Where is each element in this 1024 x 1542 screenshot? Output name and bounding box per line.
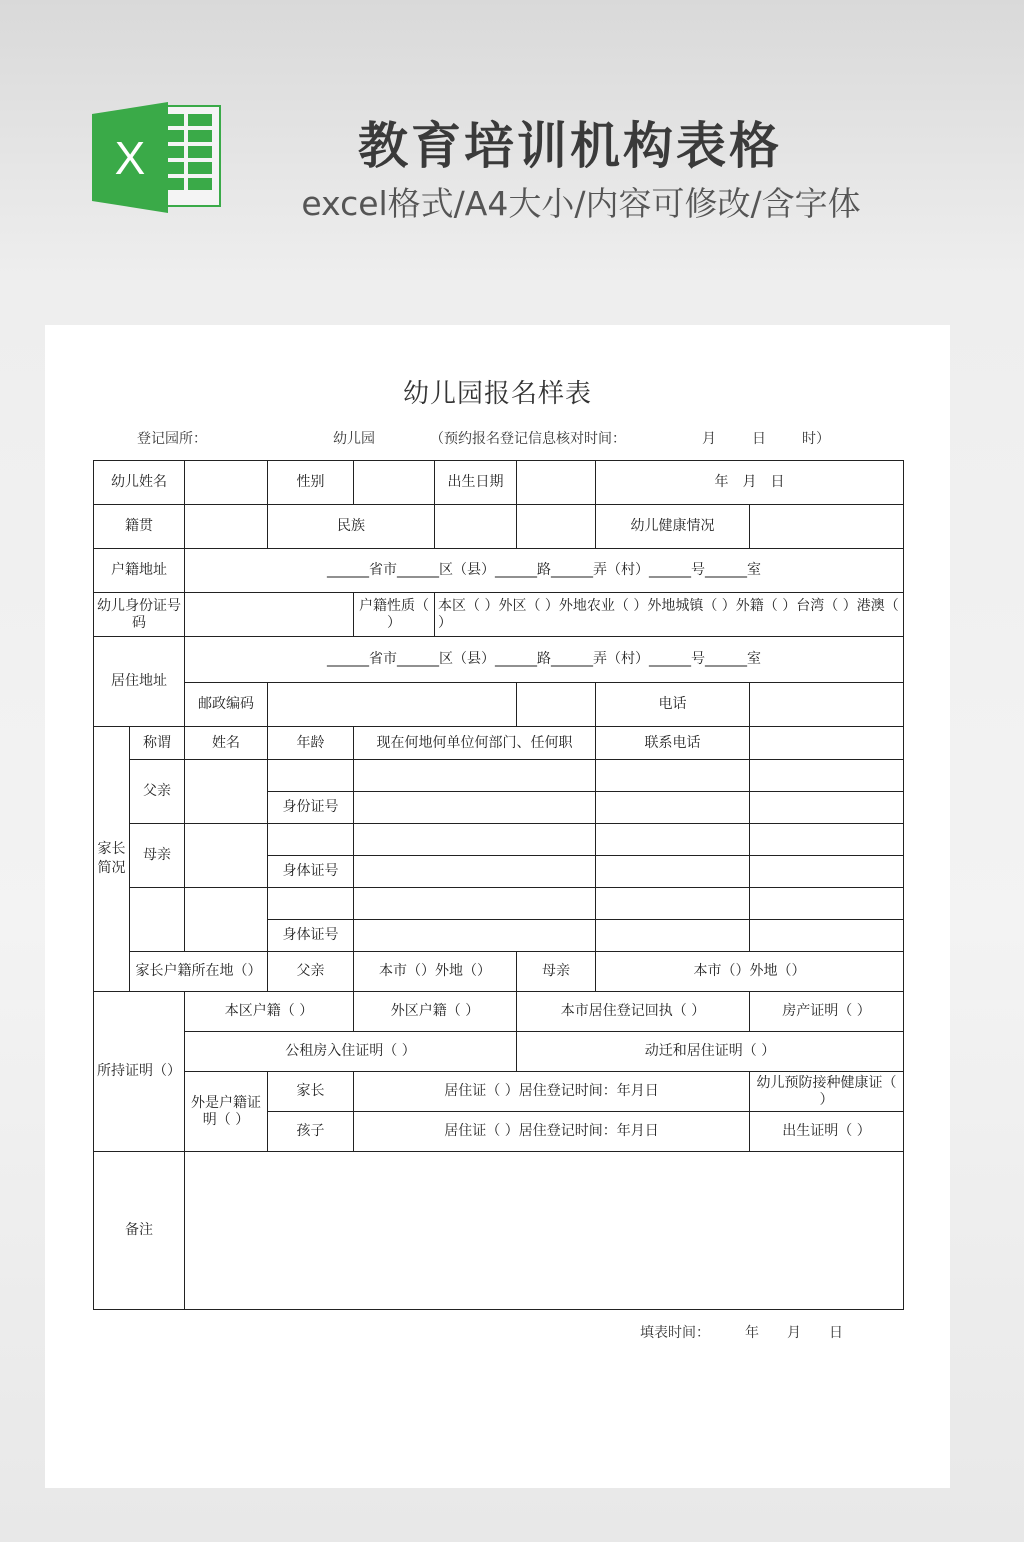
- table-row: [94, 824, 904, 856]
- phone-field[interactable]: [750, 683, 904, 727]
- postal-code-label: 邮政编码: [185, 683, 268, 727]
- local-district-option[interactable]: 本区户籍（ ）: [185, 992, 354, 1032]
- id-number-label: 幼儿身份证号码: [94, 593, 185, 637]
- table-row: [94, 683, 904, 727]
- property-option[interactable]: 房产证明（ ）: [750, 992, 904, 1032]
- mother-age-field[interactable]: [268, 824, 354, 856]
- ethnicity-label: 民族: [268, 505, 435, 549]
- name-header: 姓名: [185, 727, 268, 760]
- mother-household-label: 母亲: [517, 952, 596, 992]
- table-row: [94, 888, 904, 920]
- mother-household-field[interactable]: 本市（）外地（）: [596, 952, 904, 992]
- phone-label: 电话: [596, 683, 750, 727]
- mother-extra-field[interactable]: [750, 824, 904, 856]
- household-type-label: 户籍性质（ ）: [354, 593, 435, 637]
- parents-label: 家长简况: [94, 727, 130, 992]
- other-name-field[interactable]: [185, 888, 268, 952]
- residence-address-field[interactable]: ______省市______区（县）______路______弄（村）______号______室: [185, 637, 904, 683]
- remarks-field[interactable]: [185, 1152, 904, 1310]
- household-type-options[interactable]: 本区（ ）外区（ ）外地农业（ ）外地城镇（ ）外籍（ ）台湾（ ）港澳（ ）: [435, 593, 904, 637]
- mother-name-field[interactable]: [185, 824, 268, 888]
- page-subtitle: excel格式/A4大小/内容可修改/含字体: [301, 184, 861, 223]
- father-id-extra[interactable]: [596, 792, 750, 824]
- table-row: [94, 1032, 904, 1072]
- outside-household-label[interactable]: 外是户籍证明（ ）: [185, 1072, 268, 1152]
- father-workplace-field[interactable]: [354, 760, 596, 792]
- mother-label: 母亲: [130, 824, 185, 888]
- other-workplace-field[interactable]: [354, 888, 596, 920]
- registration-label: 登记园所：: [137, 431, 207, 447]
- relocation-option[interactable]: 动迁和居住证明（ ）: [517, 1032, 904, 1072]
- table-row: [94, 952, 904, 992]
- father-extra-field[interactable]: [750, 760, 904, 792]
- health-label: 幼儿健康情况: [596, 505, 750, 549]
- appointment-label: （预约报名登记信息核对时间：: [430, 431, 626, 447]
- gender-field[interactable]: [354, 461, 435, 505]
- vaccination-option[interactable]: 幼儿预防接种健康证（ ）: [750, 1072, 904, 1112]
- table-row: [94, 593, 904, 637]
- other-id-extra2[interactable]: [750, 920, 904, 952]
- household-address-label: 户籍地址: [94, 549, 185, 593]
- father-name-field[interactable]: [185, 760, 268, 824]
- parent-household-label: 家长户籍所在地（）: [130, 952, 268, 992]
- table-row: [94, 992, 904, 1032]
- mother-id-extra[interactable]: [596, 856, 750, 888]
- contact-phone-header: 联系电话: [596, 727, 750, 760]
- fill-date: 填表时间： 年 月 日: [640, 1325, 843, 1341]
- mother-id-label: 身体证号: [268, 856, 354, 888]
- native-place-field[interactable]: [185, 505, 268, 549]
- other-id-field[interactable]: [354, 920, 596, 952]
- table-row: [94, 727, 904, 760]
- child-name-label: 幼儿姓名: [94, 461, 185, 505]
- excel-icon: [88, 100, 228, 215]
- kindergarten-label: 幼儿园: [333, 431, 375, 447]
- child-residence-permit[interactable]: 居住证（ ）居住登记时间：年月日: [354, 1112, 750, 1152]
- gender-label: 性别: [268, 461, 354, 505]
- month-label: 月: [702, 431, 716, 447]
- hour-label: 时）: [802, 431, 830, 447]
- table-row: [94, 549, 904, 593]
- postal-code-field[interactable]: [268, 683, 517, 727]
- parent-cert-label: 家长: [268, 1072, 354, 1112]
- health-field[interactable]: [750, 505, 904, 549]
- birth-cert-option[interactable]: 出生证明（ ）: [750, 1112, 904, 1152]
- table-row: [94, 760, 904, 792]
- parent-residence-permit[interactable]: 居住证（ ）居住登记时间：年月日: [354, 1072, 750, 1112]
- father-id-extra2[interactable]: [750, 792, 904, 824]
- form-title: 幼儿园报名样表: [402, 379, 592, 409]
- public-rental-option[interactable]: 公租房入住证明（ ）: [185, 1032, 517, 1072]
- age-header: 年龄: [268, 727, 354, 760]
- mother-workplace-field[interactable]: [354, 824, 596, 856]
- workplace-header: 现在何地何单位何部门、任何职: [354, 727, 596, 760]
- father-age-field[interactable]: [268, 760, 354, 792]
- other-extra-field[interactable]: [750, 888, 904, 920]
- mother-id-extra2[interactable]: [750, 856, 904, 888]
- ethnicity-extra[interactable]: [517, 505, 596, 549]
- household-address-field[interactable]: ______省市______区（县）______路______弄（村）______号______室: [185, 549, 904, 593]
- mother-phone-field[interactable]: [596, 824, 750, 856]
- svg-text:X: X: [114, 132, 146, 184]
- header: [0, 0, 1024, 300]
- other-relation-field[interactable]: [130, 888, 185, 952]
- father-household-label: 父亲: [268, 952, 354, 992]
- contact-phone-extra: [750, 727, 904, 760]
- day-label: 日: [752, 431, 766, 447]
- remarks-label: 备注: [94, 1152, 185, 1310]
- form-paper: [45, 325, 950, 1488]
- father-id-field[interactable]: [354, 792, 596, 824]
- ethnicity-field[interactable]: [435, 505, 517, 549]
- residence-address-label: 居住地址: [94, 637, 185, 727]
- other-id-label: 身体证号: [268, 920, 354, 952]
- id-number-field[interactable]: [185, 593, 354, 637]
- father-label: 父亲: [130, 760, 185, 824]
- registration-table: [93, 460, 904, 1310]
- table-row: [94, 461, 904, 505]
- father-phone-field[interactable]: [596, 760, 750, 792]
- postal-code-extra[interactable]: [517, 683, 596, 727]
- table-row: [94, 637, 904, 683]
- relation-header: 称谓: [130, 727, 185, 760]
- page-title: 教育培训机构表格: [358, 117, 782, 175]
- residence-receipt-option[interactable]: 本市居住登记回执（ ）: [517, 992, 750, 1032]
- table-row: [94, 505, 904, 549]
- other-phone-field[interactable]: [596, 888, 750, 920]
- father-household-field[interactable]: 本市（）外地（）: [354, 952, 517, 992]
- birth-date-extra[interactable]: [517, 461, 596, 505]
- birth-date-label: 出生日期: [435, 461, 517, 505]
- father-id-label: 身份证号: [268, 792, 354, 824]
- other-id-extra[interactable]: [596, 920, 750, 952]
- other-age-field[interactable]: [268, 888, 354, 920]
- other-district-option[interactable]: 外区户籍（ ）: [354, 992, 517, 1032]
- table-row: [94, 1072, 904, 1112]
- table-row: [94, 1152, 904, 1310]
- mother-id-field[interactable]: [354, 856, 596, 888]
- certificates-label: 所持证明（）: [94, 992, 185, 1152]
- child-name-field[interactable]: [185, 461, 268, 505]
- child-cert-label: 孩子: [268, 1112, 354, 1152]
- native-place-label: 籍贯: [94, 505, 185, 549]
- birth-date-field[interactable]: 年 月 日: [596, 461, 904, 505]
